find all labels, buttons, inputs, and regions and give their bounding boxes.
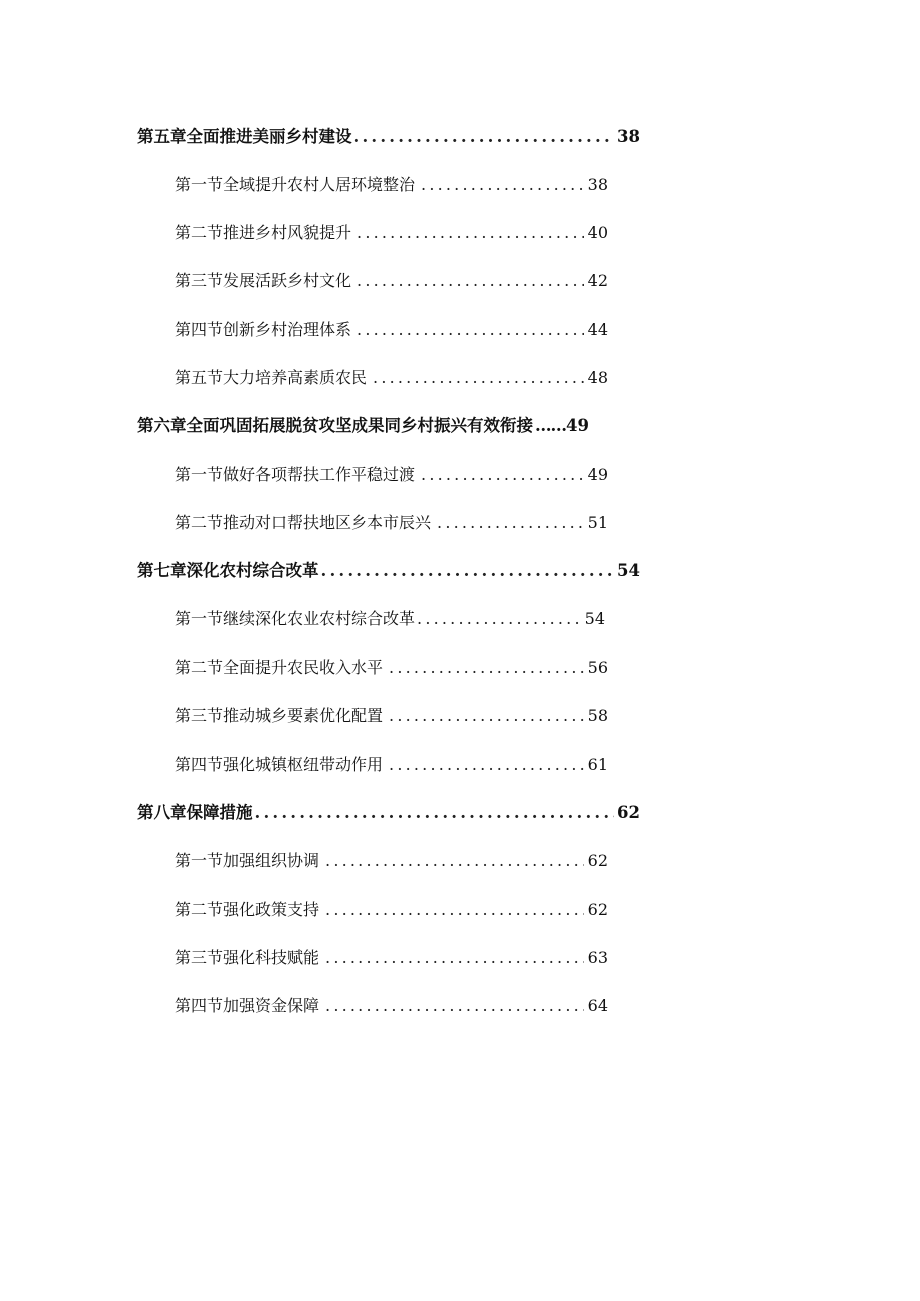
dot-leader [421,174,584,196]
toc-section-number: 第五节 [175,368,224,387]
toc-section-7-2[interactable] [175,657,608,679]
toc-section-number: 第二节 [175,658,224,677]
toc-section-8-1[interactable] [175,850,608,872]
dot-leader [389,754,584,776]
toc-page-number: 51 [587,513,608,532]
toc-chapter-title: 第七章深化农村综合改革 [137,561,319,580]
dot-leader [325,899,584,921]
toc-section-title: 推动城乡要素优化配置 [223,706,384,725]
toc-section-number: 第一节 [175,175,224,194]
toc-section-number: 第二节 [175,223,224,242]
toc-page-number: 38 [587,175,608,194]
toc-page-number: 62 [617,803,640,822]
toc-section-5-1[interactable] [175,174,608,196]
toc-section-5-5[interactable] [175,367,608,389]
toc-section-8-3[interactable] [175,947,608,969]
toc-section-5-2[interactable] [175,222,608,244]
dot-leader [389,705,584,727]
dot-leader [357,222,584,244]
toc-section-number: 第一节 [175,465,224,484]
toc-section-number: 第三节 [175,948,224,967]
toc-section-title: 全面提升农民收入水平 [223,658,384,677]
toc-chapter-title: 第六章全面巩固拓展脱贫攻坚成果同乡村振兴有效衔接 [137,416,533,435]
toc-page-number: 54 [617,561,640,580]
toc-page-number: 58 [587,706,608,725]
toc-section-title: 强化政策支持 [223,900,320,919]
dot-leader [325,947,584,969]
dot-leader [421,464,584,486]
toc-section-title: 继续深化农业农村综合改革 [223,609,416,628]
ellipsis-leader: …… [535,416,566,435]
toc-section-number: 第三节 [175,271,224,290]
toc-section-title: 大力培养高素质农民 [223,368,368,387]
toc-section-title: 推进乡村风貌提升 [223,223,352,242]
toc-page-number: 54 [584,609,605,628]
dot-leader [357,270,584,292]
toc-section-number: 第一节 [175,851,224,870]
toc-page-number: 62 [587,900,608,919]
dot-leader [354,126,615,148]
dot-leader [321,560,615,582]
toc-section-7-1[interactable] [175,608,605,630]
toc-page-number: 49 [587,465,608,484]
toc-section-title: 创新乡村治理体系 [223,320,352,339]
toc-section-title: 发展活跃乡村文化 [223,271,352,290]
toc-section-number: 第四节 [175,996,224,1015]
toc-section-title: 全域提升农村人居环境整治 [223,175,416,194]
toc-section-number: 第二节 [175,513,224,532]
toc-section-title: 推动对口帮扶地区乡本市辰兴 [223,513,432,532]
toc-page-number: 61 [587,755,608,774]
dot-leader [389,657,584,679]
toc-page-number: 42 [587,271,608,290]
dot-leader [357,319,584,341]
toc-chapter-5[interactable] [137,126,640,148]
toc-section-7-4[interactable] [175,754,608,776]
toc-chapter-7[interactable] [137,560,640,582]
dot-leader [325,850,584,872]
toc-section-title: 做好各项帮扶工作平稳过渡 [223,465,416,484]
toc-section-6-1[interactable] [175,464,608,486]
dot-leader [417,608,581,630]
dot-leader [373,367,584,389]
toc-section-8-2[interactable] [175,899,608,921]
toc-page-number: 63 [587,948,608,967]
toc-chapter-8[interactable] [137,802,640,824]
toc-section-title: 加强资金保障 [223,996,320,1015]
toc-section-number: 第四节 [175,755,224,774]
toc-section-5-3[interactable] [175,270,608,292]
toc-section-title: 加强组织协调 [223,851,320,870]
toc-page-number: 62 [587,851,608,870]
toc-section-number: 第三节 [175,706,224,725]
dot-leader [437,512,584,534]
toc-chapter-title: 第八章保障措施 [137,803,253,822]
toc-page-number: 64 [587,996,608,1015]
toc-section-8-4[interactable] [175,995,608,1017]
dot-leader [325,995,584,1017]
dot-leader [255,802,615,824]
toc-section-number: 第一节 [175,609,224,628]
toc-page-number: 48 [587,368,608,387]
toc-section-7-3[interactable] [175,705,608,727]
toc-section-6-2[interactable] [175,512,608,534]
toc-chapter-title: 第五章全面推进美丽乡村建设 [137,127,352,146]
toc-page-number: 44 [587,320,608,339]
toc-section-title: 强化城镇枢纽带动作用 [223,755,384,774]
toc-page-number: 40 [587,223,608,242]
toc-chapter-6[interactable] [137,415,607,437]
toc-page-number: 49 [566,416,589,435]
toc-section-number: 第四节 [175,320,224,339]
toc-section-number: 第二节 [175,900,224,919]
toc-page-number: 56 [587,658,608,677]
toc-section-title: 强化科技赋能 [223,948,320,967]
toc-section-5-4[interactable] [175,319,608,341]
toc-page-number: 38 [617,127,640,146]
